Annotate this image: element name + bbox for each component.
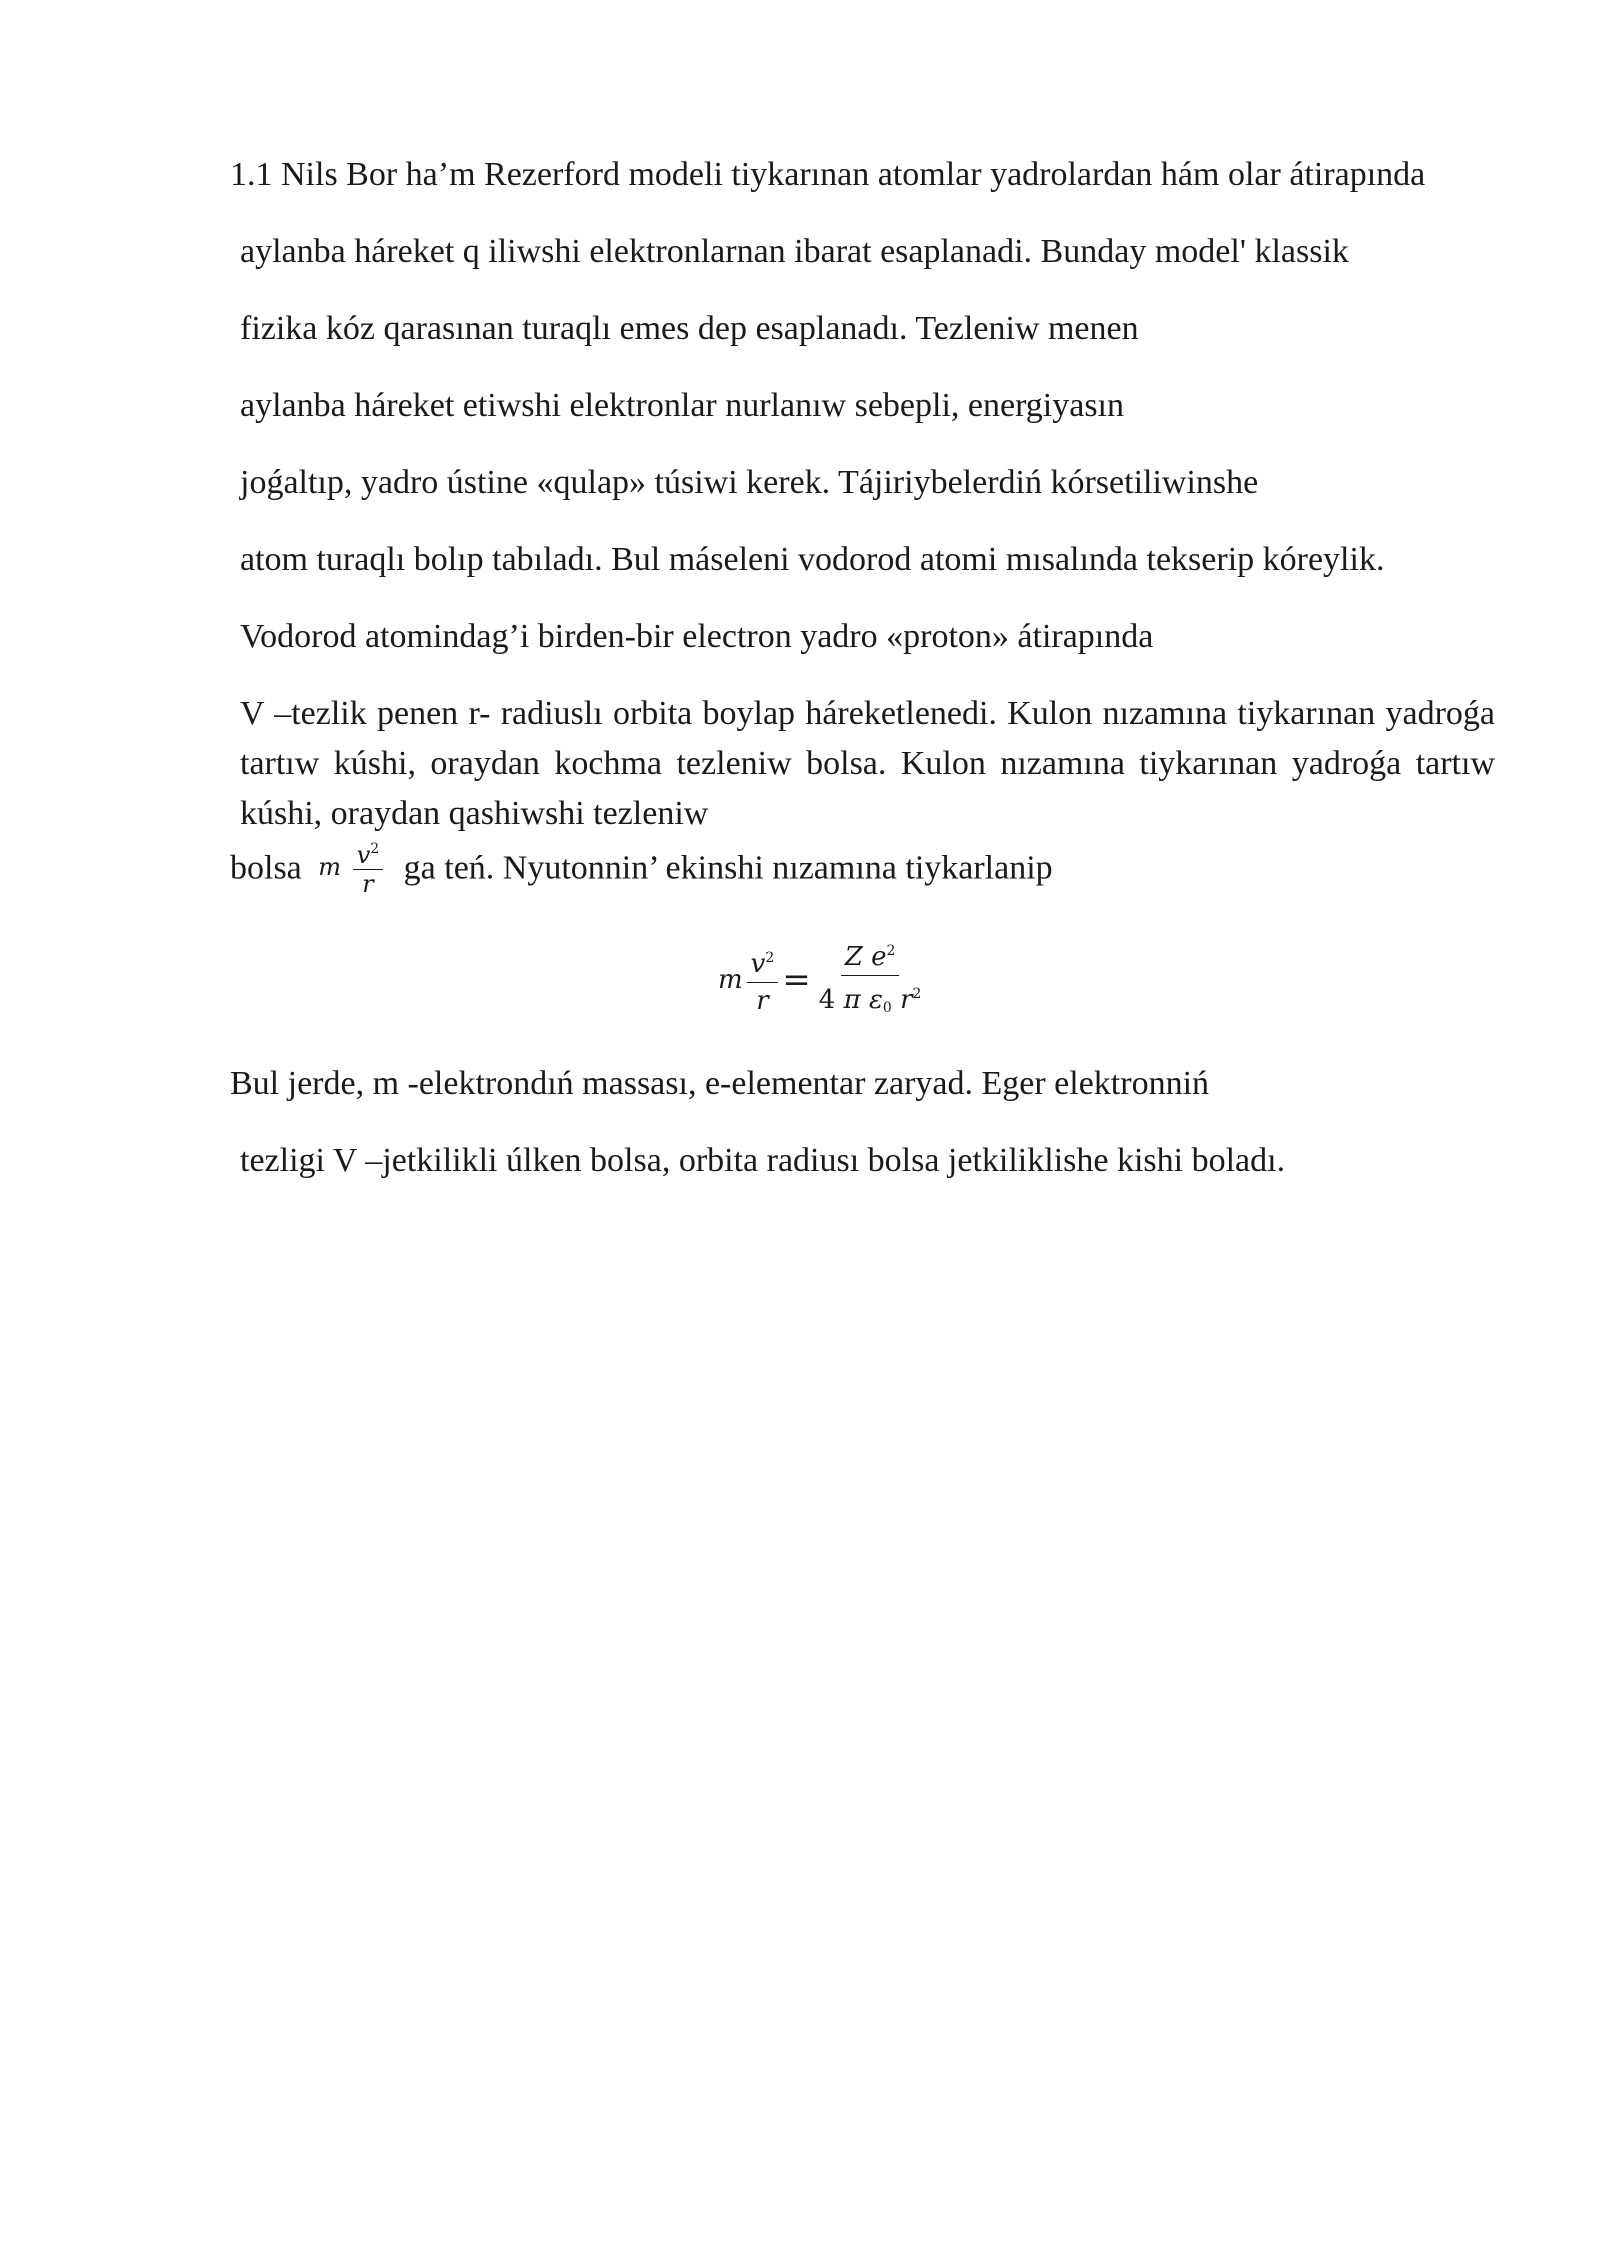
formula-fraction bbox=[353, 835, 383, 898]
formula-numerator: $v^2$ bbox=[353, 835, 383, 870]
equation-right-fraction bbox=[815, 933, 926, 1026]
paragraph-6: atom turaqlı bolıp tabıladı. Bul máseleni vodorod atomi mısalında tekserip kóreylik. bbox=[240, 541, 1385, 578]
equation-left-numerator: $v^2$ bbox=[747, 940, 779, 983]
equation-right-denominator: 4 π $\varepsilon_0$ $r^2$ bbox=[818, 985, 922, 1016]
paragraph-4: aylanba háreket etiwshi elektronlar nurlanıw sebepli, energiyasın bbox=[240, 387, 1124, 424]
formula-denominator: r bbox=[362, 870, 374, 898]
newton-coulomb-equation bbox=[230, 929, 1495, 1029]
inline-formula-mv2-over-r bbox=[318, 835, 383, 898]
paragraph-8: V –tezlik penen r- radiuslı orbita boylap háreketlenedi. Kulon nızamına tiykarınan yadroǵa tartıw kúshi, oraydan kochma tezleniw bolsa. Kulon nızamına tiykarınan yadroǵa tartıw kúshi, oraydan qashiwshi tezleniw bbox=[240, 695, 1495, 832]
equation-left-denominator: r bbox=[756, 986, 769, 1016]
paragraph-1: 1.1 Nils Bor ha’m Rezerford modeli tiykarınan atomlar yadrolardan hám olar átirapında bbox=[230, 156, 1426, 193]
bolsa-text: bolsa bbox=[230, 849, 302, 887]
paragraph-after-equation-1: Bul jerde, m -elektrondıń massası, e-elementar zaryad. Eger elektronniń bbox=[230, 1065, 1210, 1102]
equation-body bbox=[718, 933, 925, 1026]
paragraph-bolsa bbox=[230, 839, 1495, 902]
document-page bbox=[230, 150, 1495, 1213]
paragraph-3: fizika kóz qarasınan turaqlı emes dep esaplanadı. Tezleniw menen bbox=[240, 310, 1139, 347]
ga-ten-text: ga teń. Nyutonnin’ ekinshi nızamına tiykarlanip bbox=[403, 849, 1053, 887]
equation-mass-symbol: m bbox=[718, 964, 743, 995]
equation-right-numerator: Z $e^2$ bbox=[841, 933, 900, 976]
paragraph-2: aylanba háreket q iliwshi elektronlarnan ibarat esaplanadi. Bunday model' klassik bbox=[240, 233, 1349, 270]
formula-mass-symbol: m bbox=[318, 852, 342, 881]
paragraph-after-equation-2: tezligi V –jetkilikli úlken bolsa, orbita radiusı bolsa jetkiliklishe kishi boladı. bbox=[240, 1142, 1286, 1179]
equation-left-fraction bbox=[747, 940, 779, 1019]
equals-sign: = bbox=[782, 959, 811, 1000]
paragraph-5: joǵaltıp, yadro ústine «qulap» túsiwi kerek. Tájiriybelerdiń kórsetiliwinshe bbox=[240, 464, 1259, 501]
paragraph-7: Vodorod atomindag’i birden-bir electron yadro «proton» átirapında bbox=[240, 618, 1154, 655]
